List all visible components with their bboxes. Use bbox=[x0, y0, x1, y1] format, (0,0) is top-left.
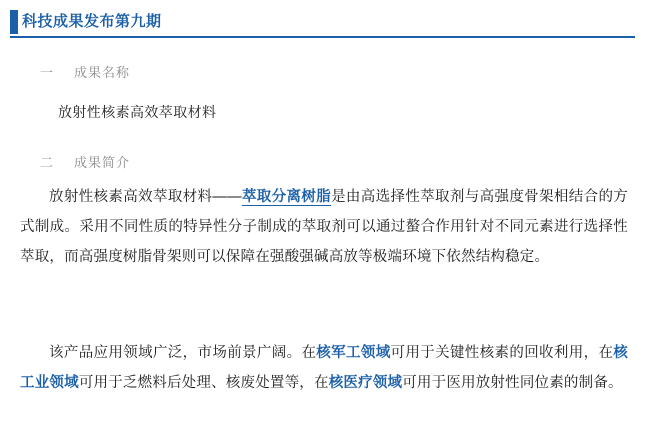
keyword-extraction-resin: 萃取分离树脂 bbox=[241, 189, 332, 205]
section-label: 成果名称 bbox=[74, 65, 131, 80]
header-accent-bar bbox=[10, 10, 18, 34]
paragraph-text: 是由高选择性萃取剂与高强度骨架相结合的方式制成。采用不同性质的特异性分子制成的萃取剂可以通过螯合作用针对不同元素进行选择性萃取，而高强度树脂骨架则可以保障在强酸强碱高放等极端环境下依然结构稳定。 bbox=[20, 189, 628, 265]
document-header bbox=[0, 10, 645, 38]
paragraph-text: 可用于乏燃料后处理、核废处置等，在 bbox=[78, 375, 329, 391]
intro-paragraph-1 bbox=[20, 182, 628, 272]
keyword-nuclear-medical: 核医疗领域 bbox=[328, 375, 403, 391]
paragraph-text: 放射性核素高效萃取材料—— bbox=[49, 189, 242, 205]
header-divider bbox=[10, 36, 635, 38]
keyword-nuclear-military: 核军工领域 bbox=[316, 345, 391, 361]
intro-paragraph-2 bbox=[20, 338, 628, 398]
keyword-nuclear-industry: 核工业领域 bbox=[20, 345, 628, 391]
paragraph-text: 可用于医用放射性同位素的制备。 bbox=[402, 375, 623, 391]
section-heading-result-name bbox=[40, 62, 130, 81]
page-title: 科技成果发布第九期 bbox=[22, 13, 162, 30]
result-name-value: 放射性核素高效萃取材料 bbox=[58, 104, 217, 120]
section-heading-result-intro bbox=[40, 152, 130, 171]
section-label: 成果简介 bbox=[74, 155, 131, 170]
section-number: 一 bbox=[40, 65, 55, 80]
paragraph-text: 该产品应用领域广泛，市场前景广阔。在 bbox=[49, 345, 317, 361]
paragraph-text: 可用于关键性核素的回收利用，在 bbox=[390, 345, 614, 361]
section-number: 二 bbox=[40, 155, 55, 170]
